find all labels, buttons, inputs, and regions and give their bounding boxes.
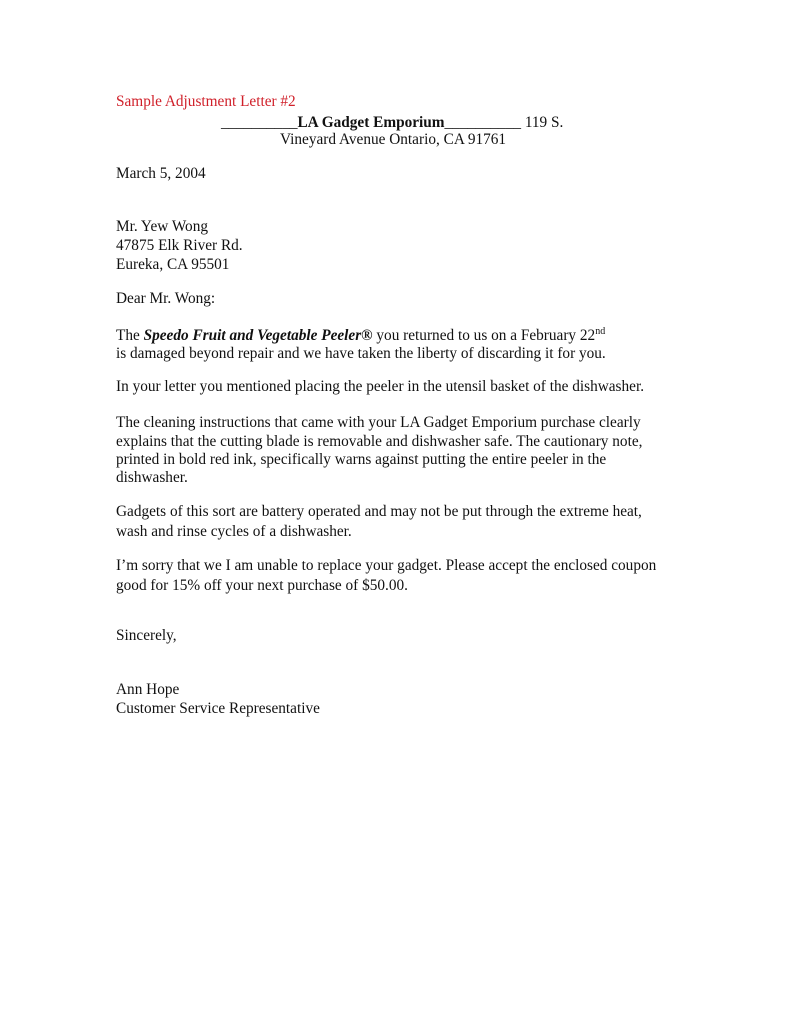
paragraph-3-line-3: printed in bold red ink, specifically warns against putting the entire peeler in the	[116, 451, 607, 468]
p1-middle: you returned to us on a February 22	[372, 327, 596, 344]
p1-prefix: The	[116, 327, 144, 344]
document-title: Sample Adjustment Letter #2	[116, 93, 296, 110]
address-line2: Vineyard Avenue Ontario, CA 91761	[280, 131, 507, 148]
address-line1: 119 S.	[521, 114, 564, 131]
paragraph-3-line-2: explains that the cutting blade is removable and dishwasher safe. The cautionary note,	[116, 433, 643, 450]
signature-role: Customer Service Representative	[116, 700, 320, 717]
ordinal-superscript: nd	[595, 326, 606, 337]
paragraph-4-line-1: Gadgets of this sort are battery operated and may not be put through the extreme heat,	[116, 503, 642, 520]
recipient-city: Eureka, CA 95501	[116, 256, 230, 273]
paragraph-3-line-1: The cleaning instructions that came with your LA Gadget Emporium purchase clearly	[116, 414, 641, 431]
paragraph-4-line-2: wash and rinse cycles of a dishwasher.	[116, 523, 352, 540]
closing: Sincerely,	[116, 627, 177, 644]
paragraph-2: In your letter you mentioned placing the peeler in the utensil basket of the dishwasher.	[116, 378, 645, 395]
signature-name: Ann Hope	[116, 681, 180, 698]
paragraph-1-line-2: is damaged beyond repair and we have taken the liberty of discarding it for you.	[116, 345, 606, 362]
paragraph-3-line-4: dishwasher.	[116, 469, 188, 486]
paragraph-1-line-1	[116, 326, 605, 345]
underline-right: __________	[444, 114, 521, 131]
recipient-name: Mr. Yew Wong	[116, 218, 208, 235]
salutation: Dear Mr. Wong:	[116, 290, 216, 307]
letter-date: March 5, 2004	[116, 165, 206, 182]
paragraph-5-line-2: good for 15% off your next purchase of $50.00.	[116, 577, 408, 594]
company-name: LA Gadget Emporium	[297, 114, 445, 131]
product-name: Speedo Fruit and Vegetable Peeler®	[143, 327, 373, 344]
paragraph-5-line-1: I’m sorry that we I am unable to replace your gadget. Please accept the enclosed coupon	[116, 557, 657, 574]
recipient-street: 47875 Elk River Rd.	[116, 237, 243, 254]
underline-left: __________	[221, 114, 298, 131]
